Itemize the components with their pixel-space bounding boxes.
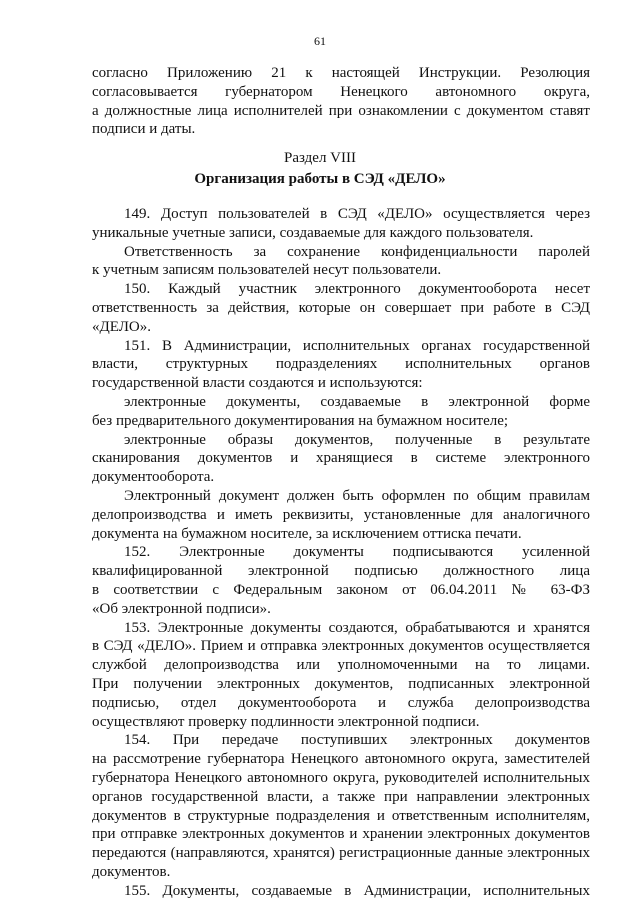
text-line: 154. При передаче поступивших электронных документов: [124, 732, 590, 749]
text-line: при отправке электронных документов и хранении электронных документов: [92, 826, 590, 843]
text-line: передаются (направляются, хранятся) регистрационные данные электронных: [92, 845, 590, 862]
text-line: документов.: [92, 863, 171, 880]
text-line: сканирования документов и хранящиеся в системе электронного: [92, 450, 590, 467]
text-line: в СЭД «ДЕЛО». Прием и отправка электронных документов осуществляется: [92, 638, 590, 655]
intro-paragraph: [92, 64, 590, 139]
text-line: согласовывается губернатором Ненецкого автономного округа,: [92, 83, 590, 100]
paragraph: [92, 431, 590, 487]
text-line: государственной власти создаются и используются:: [92, 375, 423, 392]
text-line: а должностные лица исполнителей при ознакомлении с документом ставят: [92, 102, 590, 119]
text-line: 150. Каждый участник электронного документооборота несет: [124, 281, 590, 298]
text-line: электронные образы документов, полученные в результате: [124, 431, 590, 448]
text-line: ответственность за действия, которые он совершает при работе в СЭД: [92, 299, 590, 316]
text-line: документа на бумажном носителе, за исключением оттиска печати.: [92, 525, 522, 542]
paragraph: [92, 487, 590, 543]
text-line: «Об электронной подписи».: [92, 600, 271, 617]
text-line: документооборота.: [92, 469, 215, 486]
section-label: Раздел VIII: [284, 150, 356, 166]
text-line: в соответствии с Федеральным законом от 06.04.2011 № 63-ФЗ: [92, 581, 590, 598]
text-line: подписью, отдел документооборота и служба делопроизводства: [92, 694, 590, 711]
text-line: документов в структурные подразделения и ответственным исполнителям,: [92, 807, 590, 824]
text-line: службой делопроизводства или уполномоченными на то лицами.: [92, 657, 590, 674]
text-line: 152. Электронные документы подписываются усиленной: [124, 544, 590, 561]
text-line: 149. Доступ пользователей в СЭД «ДЕЛО» осуществляется через: [124, 206, 590, 222]
text-line: подписи и даты.: [92, 121, 196, 138]
paragraph: [92, 393, 590, 431]
text-line: 155. Документы, создаваемые в Администрации, исполнительных: [124, 882, 590, 899]
paragraph: [92, 280, 590, 336]
text-line: квалифицированной электронной подписью должностного лица: [92, 563, 590, 580]
text-line: Электронный документ должен быть оформлен по общим правилам: [124, 487, 590, 504]
text-line: согласно Приложению 21 к настоящей Инструкции. Резолюция: [92, 65, 590, 81]
section-title: Организация работы в СЭД «ДЕЛО»: [194, 171, 446, 187]
text-line: к учетным записям пользователей несут пользователи.: [92, 262, 442, 279]
paragraph: [92, 337, 590, 393]
text-line: 153. Электронные документы создаются, обрабатываются и хранятся: [124, 619, 590, 636]
text-line: «ДЕЛО».: [92, 318, 151, 335]
paragraph: [92, 543, 590, 618]
text-line: При получении электронных документов, подписанных электронной: [92, 675, 590, 692]
section-body: [92, 205, 590, 900]
text-line: власти, структурных подразделениях исполнительных органов: [92, 356, 590, 373]
paragraph: [92, 619, 590, 732]
text-line: органов государственной власти, а также при направлении электронных: [92, 788, 590, 805]
text-line: 151. В Администрации, исполнительных органах государственной: [124, 337, 590, 354]
text-line: губернатора Ненецкого автономного округа, руководителей исполнительных: [92, 769, 590, 786]
text-line: электронные документы, создаваемые в электронной форме: [124, 393, 590, 410]
page-number: 61: [314, 34, 326, 48]
paragraph: [92, 882, 590, 901]
text-line: осуществляют проверку подлинности электронной подписи.: [92, 713, 480, 730]
text-line: без предварительного документирования на бумажном носителе;: [92, 412, 509, 429]
text-line: уникальные учетные записи, создаваемые для каждого пользователя.: [92, 224, 534, 241]
text-line: Ответственность за сохранение конфиденциальности паролей: [124, 243, 590, 260]
paragraph: [92, 243, 590, 281]
paragraph: [92, 205, 590, 243]
text-line: делопроизводства и иметь реквизиты, установленные для аналогичного: [92, 506, 590, 523]
text-line: на рассмотрение губернатора Ненецкого автономного округа, заместителей: [92, 751, 590, 768]
paragraph: [92, 731, 590, 881]
